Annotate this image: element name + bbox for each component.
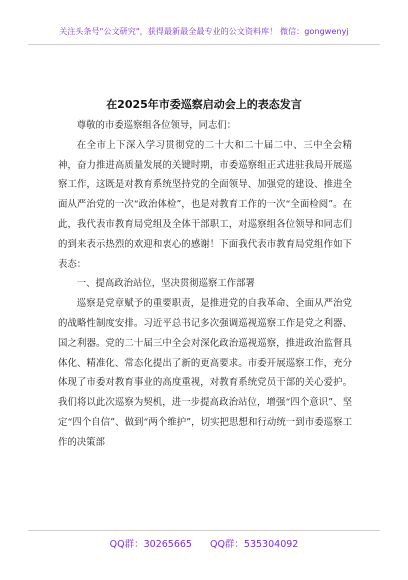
header-banner: 关注头条号"公文研究"，获得最新最全最专业的公文资料库！ 微信：gongwenyj (59, 27, 349, 36)
footer-divider (28, 530, 380, 531)
section-heading: 一、提高政治站位，坚决贯彻巡察工作部署 (76, 278, 255, 290)
footer-qq-group-1: QQ群：30265665 (109, 539, 192, 550)
paragraph-section-1: 巡察是党章赋予的重要职责，是推进党的自我革命、全面从严治党的战略性制度安排。习近平总书记多次强调巡视巡察工作是党之利器、国之利器。党的二十届三中全会对深化政治巡视巡察，推进政治监督具体化、精准化、常态化提出了新的更高要求。市委开展巡察工作，充分体现了市委对教育事业的高度重视，对教育系统党员干部的关心爱护。我们将以此次巡察为契机，进一步提高政治站位，增强“四个意识”、坚定“四个自信”、做到“两个维护”，切实把思想和行动统一到市委巡察工作的决策部 (58, 298, 352, 448)
footer-contacts (0, 536, 408, 550)
header-divider (28, 44, 380, 45)
document-title: 在2025年市委巡察启动会上的表态发言 (106, 98, 302, 111)
paragraph-intro: 在全市上下深入学习贯彻党的二十大和二十届二中、三中全会精神，奋力推进高质量发展的关键时期，市委巡察组正式进驻我局开展巡察工作，这既是对教育系统坚持党的全面领导、加强党的建设、推进全面从严治党的一次“政治体检”，也是对教育工作的一次“全面检阅”。在此，我代表市教育局党组及全体干部职工，对巡察组各位领导和同志们的到来表示热烈的欢迎和衷心的感谢！下面我代表市教育局党组作如下表态： (58, 139, 352, 270)
footer-qq-group-2: QQ群：535304092 (209, 539, 299, 550)
salutation: 尊敬的市委巡察组各位领导，同志们： (76, 120, 237, 131)
document-body (58, 116, 352, 453)
